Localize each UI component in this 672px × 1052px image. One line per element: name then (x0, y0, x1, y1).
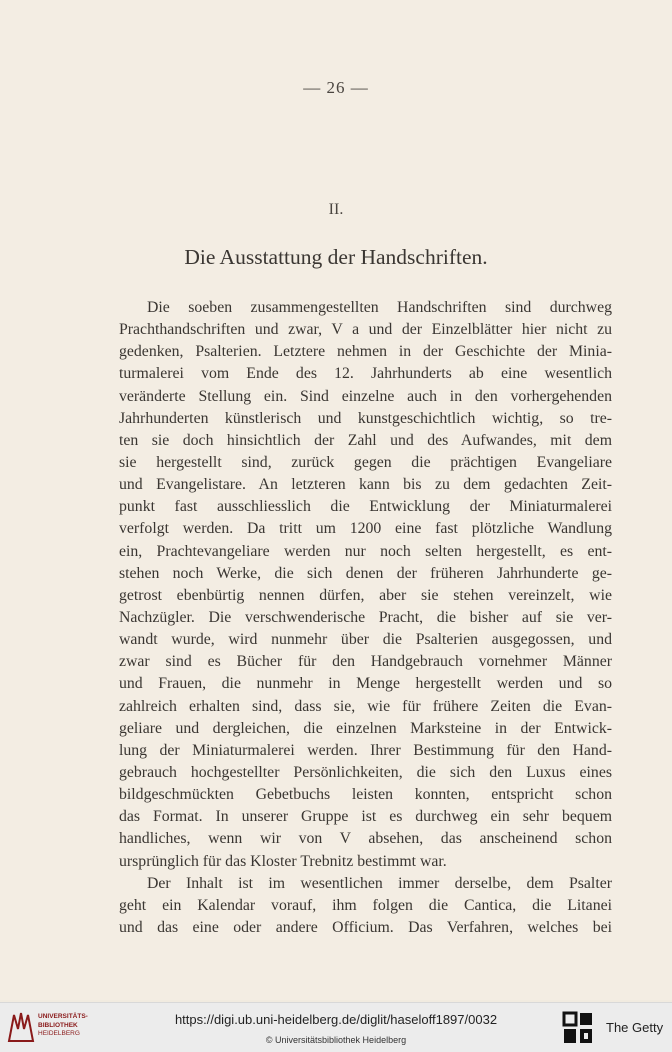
getty-logo-icon[interactable] (562, 1011, 594, 1045)
library-name[interactable]: UNIVERSITÄTS- BIBLIOTHEK HEIDELBERG (38, 1013, 88, 1037)
text-line: geht ein Kalendar vorauf, ihm folgen die Cantica, die Litanei (119, 896, 612, 914)
page-number: — 26 — (303, 78, 369, 97)
chapter-title: Die Ausstattung der Handschriften. (184, 245, 488, 269)
text-line: sie hergestellt sind, zurück gegen die prächtigen Evangeliare (119, 453, 612, 471)
text-line: zwar sind es Bücher für den Handgebrauch vornehmer Männer (119, 653, 612, 671)
text-line: gedenken, Psalterien. Letztere nehmen in der Geschichte der Minia- (119, 343, 612, 361)
text-line: Der Inhalt ist im wesentlichen immer derselbe, dem Psalter (147, 874, 612, 892)
text-line: Die soeben zusammengestellten Handschriften sind durchweg (147, 299, 612, 316)
text-line: bildgeschmückten Gebetbuchs leisten konnten, entspricht schon (119, 786, 612, 804)
text-line: ursprünglich für das Kloster Trebnitz bestimmt war. (119, 852, 447, 870)
text-line: handliches, wenn wir von V absehen, das anscheinend schon (119, 830, 612, 848)
text-line: und Frauen, die nunmehr in Menge hergestellt werden und so (119, 675, 612, 693)
text-line: zahlreich erhalten sind, dass sie, wie für frühere Zeiten die Evan- (119, 697, 612, 715)
text-line: und Evangelistare. An letzteren kann bis zu dem gedachten Zeit- (119, 476, 612, 494)
text-line: Jahrhunderten künstlerisch und kunstgeschichtlich wichtig, so tre- (119, 409, 612, 427)
section-numeral: II. (328, 201, 344, 218)
text-line: getrost ebenbürtig nennen dürfen, aber sie stehen vereinzelt, wie (119, 586, 612, 604)
permalink-url[interactable]: https://digi.ub.uni-heidelberg.de/diglit/haseloff1897/0032 (174, 1012, 498, 1027)
text-line: veränderte Stellung ein. Sind einzelne auch in den vorhergehenden (119, 387, 612, 405)
text-line: Nachzügler. Die verschwenderische Pracht, die bisher auf sie ver- (119, 608, 612, 626)
text-line: und das eine oder andere Officium. Das Verfahren, welches bei (119, 918, 612, 936)
text-line: gebrauch hochgestellter Persönlichkeiten, die sich den Luxus eines (119, 763, 612, 781)
text-line: geliare und dergleichen, die einzelnen Marksteine in der Entwick- (119, 719, 612, 737)
text-line: verfolgt werden. Da tritt um 1200 eine fast plötzliche Wandlung (119, 520, 612, 538)
text-line: wandt wurde, wird nunmehr über die Psalterien ausgegossen, und (119, 631, 612, 649)
text-line: stehen noch Werke, die sich denen der früheren Jahrhunderte ge- (119, 564, 612, 582)
text-line: lung der Miniaturmalerei werden. Ihrer Bestimmung für den Hand- (119, 741, 612, 759)
copyright-notice: © Universitätsbibliothek Heidelberg (265, 1035, 407, 1045)
body-text (119, 297, 612, 939)
text-line: turmalerei vom Ende des 12. Jahrhunderts ab eine wesentlich (119, 365, 612, 383)
text-line: ein, Prachtevangeliare werden nur noch selten hergestellt, es ent- (119, 542, 612, 560)
sponsor-name[interactable]: The Getty (606, 1020, 664, 1035)
text-line: das Format. In unserer Gruppe ist es durchweg ein sehr bequem (119, 808, 612, 826)
text-line: ten sie doch hinsichtlich der Zahl und des Aufwandes, mit dem (119, 431, 612, 449)
viewer-footer (0, 1002, 672, 1052)
text-line: punkt fast ausschliesslich die Entwicklung der Miniaturmalerei (119, 498, 612, 516)
text-line: Prachthandschriften und zwar, V a und der Einzelblätter hier nicht zu (119, 321, 612, 339)
